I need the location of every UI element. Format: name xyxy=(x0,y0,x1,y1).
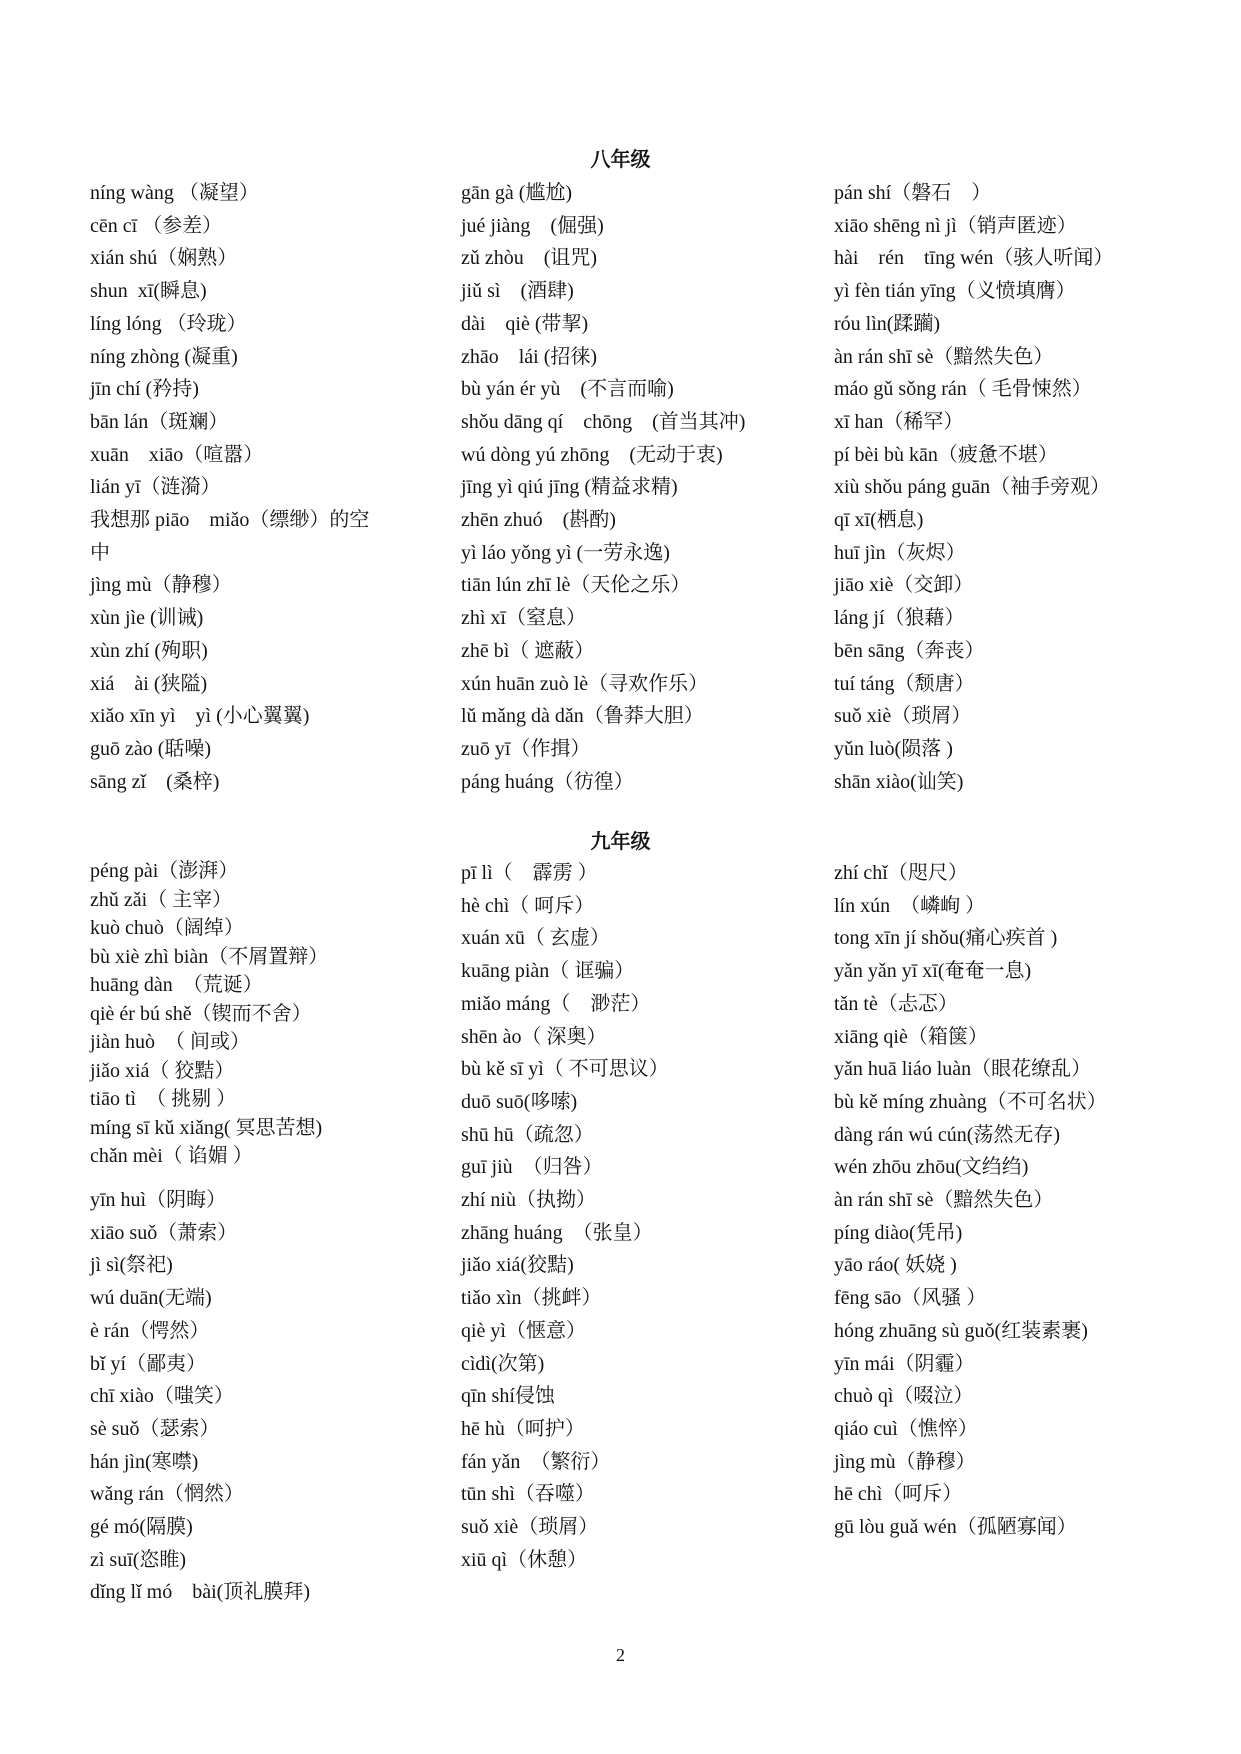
vocab-entry: lǔ mǎng dà dǎn（鲁莽大胆） xyxy=(461,705,704,728)
vocab-entry: xiǎo xīn yì yì (小心翼翼) xyxy=(90,705,310,728)
vocab-entry: zhǔ zǎi（ 主宰） xyxy=(90,888,233,911)
vocab-entry: hē chì（呵斥） xyxy=(834,1483,963,1506)
vocab-entry: yīn mái（阴霾） xyxy=(834,1352,975,1375)
vocab-entry: láng jí（狼藉） xyxy=(834,607,965,630)
vocab-entry: qīn shí侵蚀 xyxy=(461,1385,555,1408)
section-title-grade-8: 八年级 xyxy=(590,149,651,171)
vocab-entry: jué jiàng (倔强) xyxy=(461,214,604,237)
vocab-entry: fēng sāo（风骚 ） xyxy=(834,1287,987,1310)
vocab-entry: guō zào (聒噪) xyxy=(90,737,212,760)
vocab-entry: gū lòu guǎ wén（孤陋寡闻） xyxy=(834,1516,1077,1539)
vocab-entry: àn rán shī sè（黯然失色） xyxy=(834,1189,1054,1212)
grade-9-column-1 xyxy=(90,857,328,1609)
vocab-entry: zǔ zhòu (诅咒) xyxy=(461,247,598,270)
vocab-entry: hē hù（呵护） xyxy=(461,1417,585,1440)
vocab-entry: xī han（稀罕） xyxy=(834,410,964,433)
vocab-entry: zhē bì（ 遮蔽） xyxy=(461,639,595,662)
vocab-entry: zhēn zhuó (斟酌) xyxy=(461,509,616,532)
vocab-entry: zhāng huáng （张皇） xyxy=(461,1221,653,1244)
vocab-entry: 中 xyxy=(90,541,110,564)
vocab-entry: xiāo shēng nì jì（销声匿迹） xyxy=(834,214,1077,237)
vocab-entry: gé mó(隔膜) xyxy=(90,1516,193,1539)
vocab-entry: sāng zǐ (桑梓) xyxy=(90,770,220,793)
vocab-entry: píng diào(凭吊) xyxy=(834,1221,963,1244)
vocab-entry: máo gǔ sǒng rán（ 毛骨悚然） xyxy=(834,378,1092,401)
vocab-entry: jiǎo xiá(狡黠) xyxy=(461,1254,574,1277)
vocab-entry: róu lìn(蹂躏) xyxy=(834,312,941,335)
vocab-entry: suǒ xiè（琐屑） xyxy=(834,705,972,728)
vocab-entry: xián shú（娴熟） xyxy=(90,247,238,270)
vocab-entry: dài qiè (带挈) xyxy=(461,312,589,335)
vocab-entry: kuò chuò（阔绰） xyxy=(90,917,244,939)
vocab-entry: zhì xī（窒息） xyxy=(461,607,586,630)
vocab-entry: tiǎo xìn（挑衅） xyxy=(461,1287,602,1310)
vocab-entry: jīng yì qiú jīng (精益求精) xyxy=(461,476,678,499)
vocab-entry: jìng mù（静穆） xyxy=(834,1450,976,1473)
vocab-entry: jīn chí (矜持) xyxy=(90,378,199,401)
vocab-entry: fán yǎn （繁衍） xyxy=(461,1450,611,1473)
vocab-entry: jiǔ sì (酒肆) xyxy=(461,280,574,303)
vocab-entry: zhí niù（执拗） xyxy=(461,1189,596,1212)
entry-group xyxy=(834,177,1113,798)
vocab-entry: xiá ài (狭隘) xyxy=(90,672,208,695)
vocab-entry: yāo ráo( 妖娆 ) xyxy=(834,1254,957,1277)
vocab-entry: hè chì（ 呵斥） xyxy=(461,894,595,917)
grade-9-column-3 xyxy=(834,857,1107,1544)
vocab-entry: qiè ér bú shě（锲而不舍） xyxy=(90,1002,312,1025)
vocab-entry: hài rén tīng wén（骇人听闻） xyxy=(834,247,1114,270)
vocab-entry: pī lì（ 霹雳 ） xyxy=(461,862,598,884)
vocab-entry: huāng dàn （荒诞） xyxy=(90,974,263,996)
vocab-entry: bù kě míng zhuàng（不可名状） xyxy=(834,1090,1107,1113)
vocab-entry: líng lóng （玲珑） xyxy=(90,312,247,335)
vocab-entry: àn rán shī sè（黯然失色） xyxy=(834,345,1054,368)
vocab-entry: miǎo máng（ 渺茫） xyxy=(461,992,651,1015)
vocab-entry: bēn sāng（奔丧） xyxy=(834,639,985,662)
vocab-entry: níng wàng （凝望） xyxy=(90,182,259,204)
vocab-entry: shēn ào（ 深奥） xyxy=(461,1025,607,1048)
vocab-entry: hóng zhuāng sù guǒ(红装素裹) xyxy=(834,1319,1088,1342)
grade-8-column-3 xyxy=(834,177,1113,798)
vocab-entry: jìng mù（静穆） xyxy=(90,574,232,597)
vocab-entry: gān gà (尴尬) xyxy=(461,182,573,204)
vocab-entry: bù xiè zhì biàn（不屑置辩） xyxy=(90,945,329,968)
section-title-grade-9: 九年级 xyxy=(590,831,651,853)
vocab-entry: pí bèi bù kān（疲惫不堪） xyxy=(834,443,1058,466)
vocab-entry: tiāo tì （ 挑剔 ） xyxy=(90,1088,237,1110)
vocab-entry: jì sì(祭祀) xyxy=(90,1254,173,1277)
vocab-entry: yǎn yǎn yī xī(奄奄一息) xyxy=(834,960,1032,983)
entry-group xyxy=(90,177,369,798)
vocab-entry: qiáo cuì（憔悴） xyxy=(834,1417,978,1440)
vocab-entry: xuān xiāo（喧嚣） xyxy=(90,443,264,466)
vocab-entry: shān xiào(讪笑) xyxy=(834,770,964,793)
vocab-entry: míng sī kǔ xiǎng( 冥思苦想) xyxy=(90,1116,323,1139)
vocab-entry: cēn cī （参差） xyxy=(90,214,223,237)
vocab-entry: jiāo xiè（交卸） xyxy=(834,574,974,597)
vocab-entry: lín xún （嶙峋 ） xyxy=(834,894,986,917)
vocab-entry: jiǎo xiá（ 狡黠） xyxy=(90,1059,235,1082)
grade-8-column-2 xyxy=(461,177,745,798)
vocab-entry: páng huáng（彷徨） xyxy=(461,770,634,793)
vocab-entry: qī xī(栖息) xyxy=(834,509,924,532)
vocab-entry: wú duān(无端) xyxy=(90,1287,212,1310)
vocab-entry: è rán（愕然） xyxy=(90,1319,210,1342)
vocab-entry: yǎn huā liáo luàn（眼花缭乱） xyxy=(834,1058,1092,1081)
vocab-entry: wú dòng yú zhōng (无动于衷) xyxy=(461,443,723,466)
vocab-entry: xún huān zuò lè（寻欢作乐） xyxy=(461,672,709,695)
vocab-entry: zhāo lái (招徕) xyxy=(461,345,598,368)
vocab-entry: péng pài（澎湃） xyxy=(90,860,239,882)
vocab-entry: xiāng qiè（箱箧） xyxy=(834,1025,988,1048)
vocab-entry: chuò qì（啜泣） xyxy=(834,1385,974,1408)
vocab-entry: dǐng lǐ mó bài(顶礼膜拜) xyxy=(90,1581,310,1604)
vocab-entry: tūn shì（吞噬） xyxy=(461,1483,595,1506)
vocab-entry: bān lán（斑斓） xyxy=(90,410,229,433)
vocab-entry: lián yī（涟漪） xyxy=(90,476,221,499)
vocab-entry: níng zhòng (凝重) xyxy=(90,345,238,368)
entry-group xyxy=(461,177,745,798)
vocab-entry: yǔn luò(陨落 ) xyxy=(834,737,953,760)
entry-group xyxy=(834,857,1107,1544)
vocab-entry: tiān lún zhī lè（天伦之乐） xyxy=(461,574,691,597)
vocab-entry: zhí chǐ（咫尺） xyxy=(834,862,968,884)
entry-group xyxy=(90,1184,328,1609)
vocab-entry: 我想那 piāo miǎo（缥缈）的空 xyxy=(90,509,370,532)
vocab-entry: duō suō(哆嗦) xyxy=(461,1090,578,1113)
vocab-entry: shū hū（疏忽） xyxy=(461,1123,594,1146)
vocab-entry: suǒ xiè（琐屑） xyxy=(461,1516,599,1539)
vocab-entry: sè suǒ（瑟索） xyxy=(90,1417,220,1440)
vocab-entry: zuō yī（作揖） xyxy=(461,737,591,760)
vocab-entry: xùn zhí (殉职) xyxy=(90,639,208,662)
grade-8-column-1 xyxy=(90,177,369,798)
vocab-entry: wén zhōu zhōu(文绉绉) xyxy=(834,1156,1029,1179)
page-number: 2 xyxy=(616,1645,625,1665)
vocab-entry: pán shí（磐石 ） xyxy=(834,182,992,204)
vocab-entry: huī jìn（灰烬） xyxy=(834,541,966,564)
vocab-entry: yīn huì（阴晦） xyxy=(90,1189,227,1211)
vocab-entry: jiàn huò （ 间或） xyxy=(90,1031,250,1053)
entry-group xyxy=(461,857,669,1576)
vocab-entry: chī xiào（嗤笑） xyxy=(90,1385,234,1408)
vocab-entry: tong xīn jí shǒu(痛心疾首 ) xyxy=(834,927,1058,950)
vocab-entry: shǒu dāng qí chōng (首当其冲) xyxy=(461,410,746,433)
vocab-entry: yì láo yǒng yì (一劳永逸) xyxy=(461,541,670,564)
vocab-entry: xiù shǒu páng guān（袖手旁观） xyxy=(834,476,1111,499)
vocab-entry: shun xī(瞬息) xyxy=(90,280,207,303)
vocab-entry: hán jìn(寒噤) xyxy=(90,1450,199,1473)
vocab-entry: yì fèn tián yīng（义愤填膺） xyxy=(834,280,1076,303)
vocab-entry: xiū qì（休憩） xyxy=(461,1548,588,1571)
vocab-entry: qiè yì（惬意） xyxy=(461,1319,586,1342)
grade-9-column-2 xyxy=(461,857,669,1576)
vocab-entry: guī jiù （归咎） xyxy=(461,1156,603,1179)
vocab-entry: chǎn mèi（ 谄媚 ） xyxy=(90,1145,253,1167)
vocab-entry: xiāo suǒ（萧索） xyxy=(90,1221,238,1244)
vocab-entry: dàng rán wú cún(荡然无存) xyxy=(834,1123,1061,1146)
vocab-entry: kuāng piàn（ 诓骗） xyxy=(461,960,635,983)
vocab-entry: tǎn tè（忐忑） xyxy=(834,992,958,1015)
vocab-entry: bù kě sī yì（ 不可思议） xyxy=(461,1058,669,1081)
vocab-entry: cìdì(次第) xyxy=(461,1352,545,1375)
vocab-entry: tuí táng（颓唐） xyxy=(834,672,975,695)
vocab-entry: zì suī(恣睢) xyxy=(90,1548,187,1571)
vocab-entry: wǎng rán（惘然） xyxy=(90,1483,244,1506)
vocab-entry: xuán xū（ 玄虚） xyxy=(461,927,610,950)
vocab-entry: bǐ yí（鄙夷） xyxy=(90,1352,207,1375)
entry-group xyxy=(90,857,328,1171)
vocab-entry: bù yán ér yù (不言而喻) xyxy=(461,378,674,401)
vocab-entry: xùn jìe (训诫) xyxy=(90,607,204,630)
